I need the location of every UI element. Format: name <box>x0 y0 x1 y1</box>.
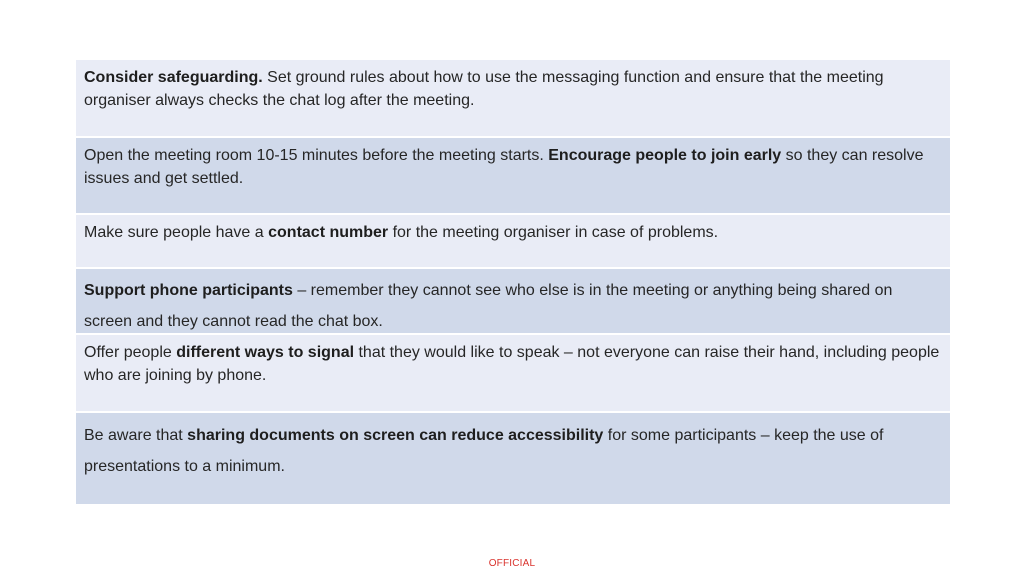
row-emphasis: Support phone participants <box>84 282 293 299</box>
row-emphasis: sharing documents on screen can reduce accessibility <box>187 427 604 444</box>
row-text: – remember they cannot see who else is in the meeting or anything being shared on screen and they cannot read the chat box. <box>84 282 893 330</box>
row-text: Set ground rules about how to use the messaging function and ensure that the meeting organiser always checks the chat log after the meeting. <box>84 69 884 109</box>
row-text: Make sure people have a <box>84 224 269 241</box>
classification-footer: OFFICIAL <box>488 558 536 569</box>
guidance-row-safeguarding <box>76 60 950 138</box>
row-text: Be aware that <box>84 427 188 444</box>
row-text: so they can resolve issues and get settled. <box>84 147 924 187</box>
row-text: that they would like to speak – not everyone can raise their hand, including people who are joining by phone. <box>84 344 940 384</box>
guidance-row-phone-participants <box>76 269 950 335</box>
row-emphasis: different ways to signal <box>176 344 355 361</box>
row-text: for the meeting organiser in case of problems. <box>388 224 719 241</box>
row-emphasis: contact number <box>268 224 389 241</box>
guidance-row-signal <box>76 335 950 413</box>
row-text: for some participants – keep the use of presentations to a minimum. <box>84 427 884 475</box>
guidance-row-sharing-documents <box>76 413 950 504</box>
row-emphasis: Consider safeguarding. <box>84 69 263 86</box>
row-emphasis: Encourage people to join early <box>548 147 782 164</box>
row-text: Offer people <box>84 344 177 361</box>
guidance-table <box>76 60 950 504</box>
guidance-row-join-early <box>76 138 950 215</box>
row-text: Open the meeting room 10-15 minutes before the meeting starts. <box>84 147 549 164</box>
guidance-row-contact-number <box>76 215 950 269</box>
